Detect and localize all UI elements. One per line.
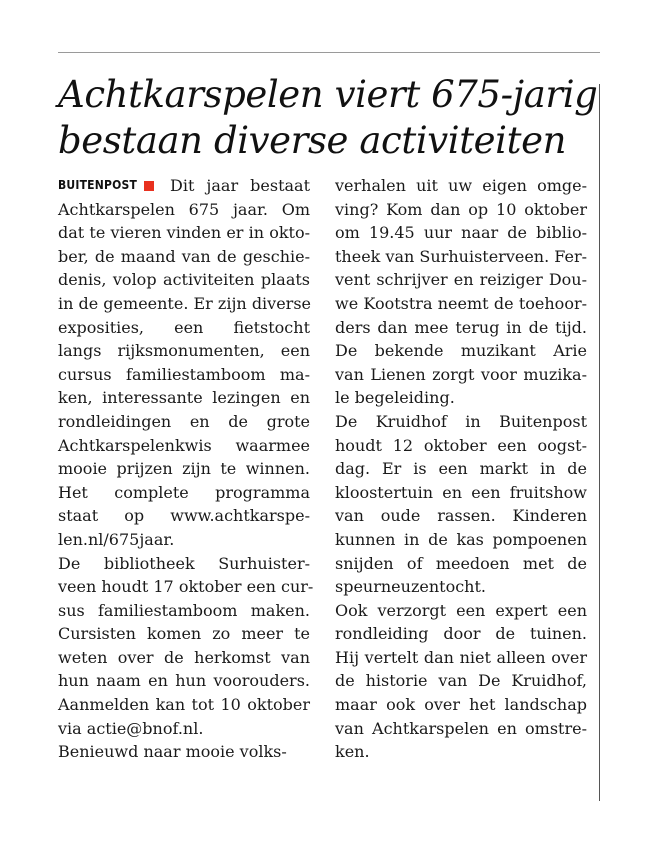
body-text-line: Dit jaar bestaat xyxy=(170,176,310,195)
body-text-line: veen houdt 17 oktober een cur- xyxy=(58,577,314,597)
body-text-line: langs rijksmonumenten, een xyxy=(58,341,310,361)
body-text-line: verhalen uit uw eigen omge- xyxy=(335,176,587,195)
body-text-line: om 19.45 uur naar de biblio- xyxy=(335,223,587,243)
body-text-line: cursus familiestamboom ma- xyxy=(58,364,310,384)
body-text-line: kloostertuin en een fruitshow xyxy=(335,482,587,502)
body-text-line: Achtkarspelen 675 jaar. Om xyxy=(58,199,310,219)
body-text-line: dat te vieren vinden er in okto- xyxy=(58,223,310,243)
body-text-line: maar ook over het landschap xyxy=(335,695,587,715)
body-text-line: rondleidingen en de grote xyxy=(58,411,310,431)
body-text-line: speurneuzentocht. xyxy=(335,577,486,597)
body-text-line: Ook verzorgt een expert een xyxy=(335,600,587,620)
body-text-line: via actie@bnof.nl. xyxy=(58,718,204,738)
headline-line-2: bestaan diverse activiteiten xyxy=(58,119,567,162)
body-text-line: Benieuwd naar mooie volks- xyxy=(58,742,287,762)
body-text-line: mooie prijzen zijn te winnen. xyxy=(58,459,310,479)
body-text-line: vent schrijver en reiziger Dou- xyxy=(335,270,587,290)
top-divider xyxy=(58,52,600,53)
body-text-line: in de gemeente. Er zijn diverse xyxy=(58,293,312,313)
body-text-line: de historie van De Kruidhof, xyxy=(335,671,587,691)
body-text-line: Aanmelden kan tot 10 oktober xyxy=(58,695,310,715)
dateline-location: BUITENPOST xyxy=(58,178,138,192)
body-text-line: denis, volop activiteiten plaats xyxy=(58,270,310,290)
body-text-line: staat op www.achtkarspe- xyxy=(58,506,310,526)
body-text-line: we Kootstra neemt de toehoor- xyxy=(335,293,587,313)
body-text-line: ber, de maand van de geschie- xyxy=(58,246,310,266)
body-text-line: van Lienen zorgt voor muzika- xyxy=(335,364,587,384)
body-text-line: theek van Surhuisterveen. Fer- xyxy=(335,246,588,266)
body-text-line: exposities, een fietstocht xyxy=(58,317,310,337)
body-text-line: ken. xyxy=(335,742,370,762)
article-column-left xyxy=(58,174,314,764)
body-text-line: hun naam en hun voorouders. xyxy=(58,671,310,691)
body-text-line: Achtkarspelenkwis waarmee xyxy=(58,435,310,455)
body-text-line: le begeleiding. xyxy=(335,388,455,408)
body-text-line: ken, interessante lezingen en xyxy=(58,388,310,408)
body-text-line: dag. Er is een markt in de xyxy=(335,459,587,479)
body-text-line: ving? Kom dan op 10 oktober xyxy=(335,199,587,219)
article-first-line xyxy=(58,174,310,198)
article-column-right xyxy=(335,174,587,764)
body-text-line: ders dan mee terug in de tijd. xyxy=(335,317,587,337)
column-rule xyxy=(599,84,600,801)
body-text-line: rondleiding door de tuinen. xyxy=(335,624,587,644)
body-text-line: Cursisten komen zo meer te xyxy=(58,624,310,644)
body-text-line: weten over de herkomst van xyxy=(58,647,310,667)
body-text-line: sus familiestamboom maken. xyxy=(58,600,310,620)
body-text-line: houdt 12 oktober een oogst- xyxy=(335,435,587,455)
body-text-line: De Kruidhof in Buitenpost xyxy=(335,411,587,431)
red-square-icon xyxy=(144,181,154,191)
body-text-line: van oude rassen. Kinderen xyxy=(335,506,587,526)
headline-line-1: Achtkarspelen viert 675-jarig xyxy=(58,73,598,116)
body-text-line: snijden of meedoen met de xyxy=(335,553,587,573)
body-text-line: Het complete programma xyxy=(58,482,310,502)
body-text-line: van Achtkarspelen en omstre- xyxy=(335,718,587,738)
body-text-line: De bekende muzikant Arie xyxy=(335,341,587,361)
body-text-line: kunnen in de kas pompoenen xyxy=(335,529,587,549)
article-headline xyxy=(58,72,598,164)
body-text-line: De bibliotheek Surhuister- xyxy=(58,553,310,573)
body-text-line: Hij vertelt dan niet alleen over xyxy=(335,647,587,667)
body-text-line: len.nl/675jaar. xyxy=(58,529,175,549)
